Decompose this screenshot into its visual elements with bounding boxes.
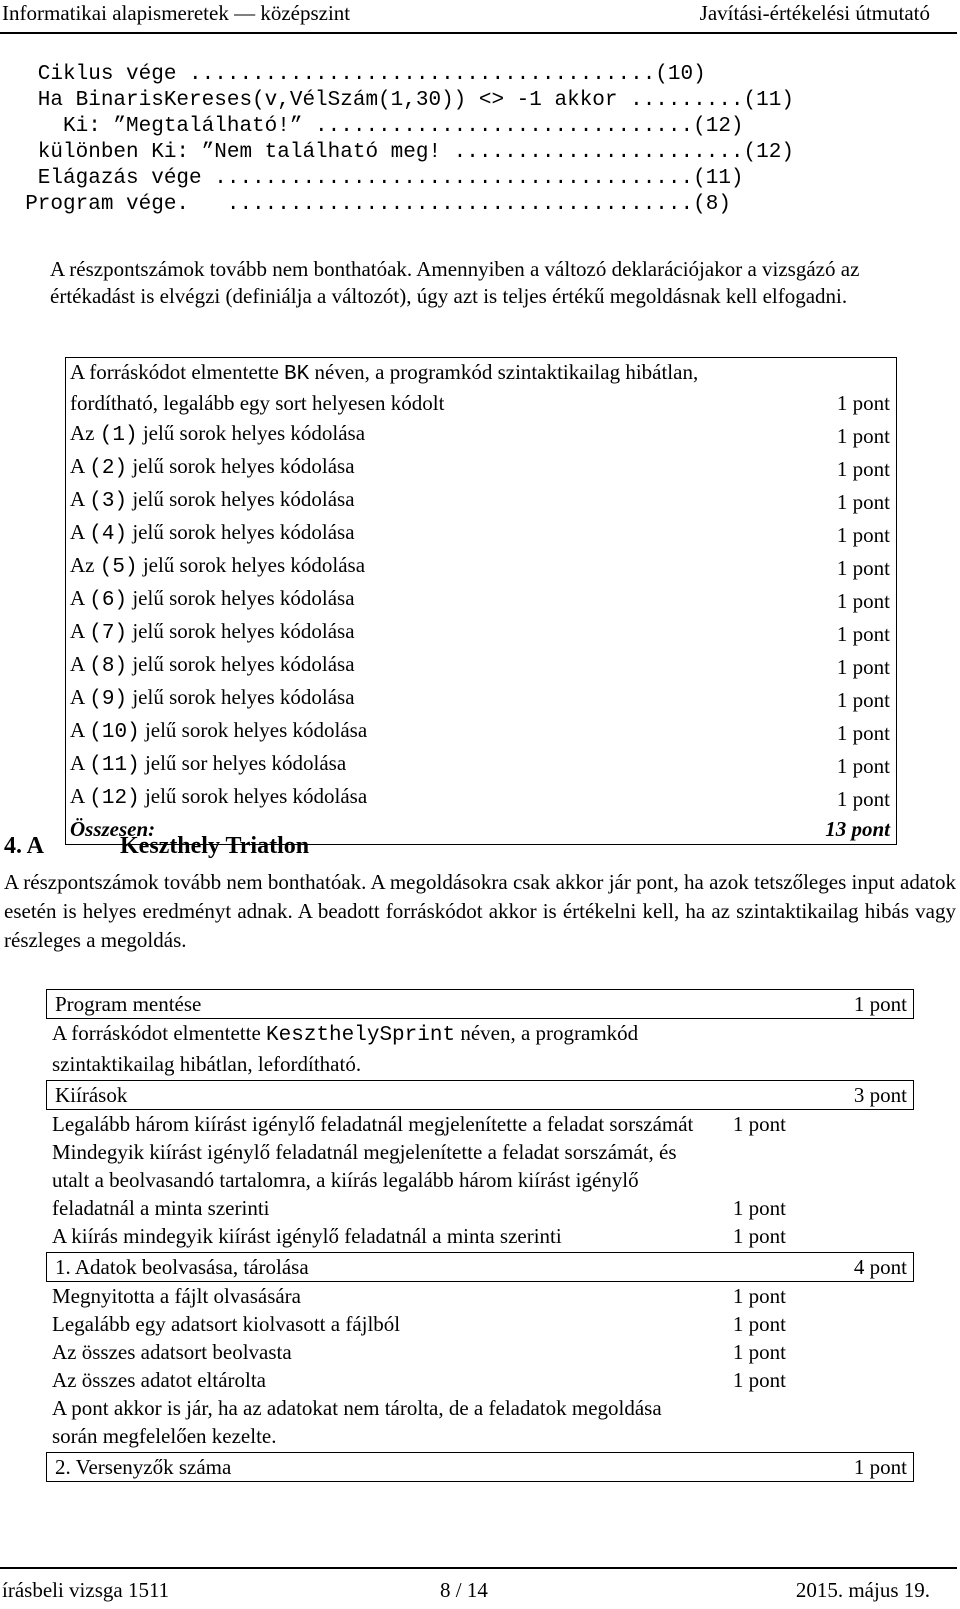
text: jelű sorok helyes kódolása bbox=[127, 685, 355, 709]
line-ref: (3) bbox=[89, 490, 128, 513]
line-ref: (1) bbox=[99, 424, 138, 447]
text: jelű sorok helyes kódolása bbox=[127, 487, 355, 511]
group-row-program-save bbox=[46, 989, 914, 1019]
row-description bbox=[66, 550, 775, 583]
criterion-text: Legalább három kiírást igénylő feladatnál megjelenítette a feladat sorszámát bbox=[52, 1112, 694, 1136]
group-row-task2 bbox=[46, 1452, 914, 1482]
text: A bbox=[70, 487, 90, 511]
row-points: 1 pont bbox=[836, 490, 890, 514]
group-points: 1 pont bbox=[853, 992, 907, 1016]
text: jelű sorok helyes kódolása bbox=[127, 454, 355, 478]
group-label: Program mentése bbox=[55, 992, 202, 1016]
footer-date: 2015. május 19. bbox=[795, 1578, 930, 1602]
scoring-note: A részpontszámok tovább nem bonthatóak. Amennyiben a változó deklarációjakor a vizsgázó az értékadást is elvégzi (definiálja a változót), úgy azt is teljes értékű megoldásnak kell elfogadni. bbox=[50, 257, 860, 308]
text: A bbox=[70, 718, 90, 742]
row-description bbox=[66, 418, 775, 451]
line-ref: (9) bbox=[89, 688, 128, 711]
row-points: 1 pont bbox=[836, 589, 890, 613]
line-ref: (12) bbox=[89, 787, 140, 810]
row-description bbox=[66, 451, 775, 484]
group-label: Kiírások bbox=[55, 1083, 128, 1107]
text: néven, a programkód szintaktikailag hibátlan, fordítható, legalább egy sort helyesen kódolt bbox=[70, 360, 699, 415]
criterion-note: A pont akkor is jár, ha az adatokat nem tárolta, de a feladatok megoldása során megfelelően kezelte. bbox=[52, 1396, 662, 1448]
section-number: 4. A bbox=[4, 833, 45, 859]
header-subject: Informatikai alapismeretek — középszint bbox=[2, 1, 351, 25]
criterion-text: Legalább egy adatsort kiolvasott a fájlból bbox=[52, 1312, 401, 1336]
table-row bbox=[66, 682, 897, 715]
criterion-points: 1 pont bbox=[732, 1340, 786, 1364]
table-row bbox=[66, 616, 897, 649]
code-line: Ha BinarisKereses(v,VélSzám(1,30)) <> -1 akkor .........(11) bbox=[0, 89, 794, 112]
text: jelű sorok helyes kódolása bbox=[137, 421, 366, 445]
table-row bbox=[66, 484, 897, 517]
code-line: különben Ki: ”Nem található meg! .......................(12) bbox=[0, 141, 794, 164]
row-points: 1 pont bbox=[836, 391, 890, 415]
total-label: Összesen: bbox=[70, 817, 156, 841]
text: A bbox=[70, 586, 90, 610]
text: A forráskódot elmentette bbox=[70, 360, 285, 384]
row-points: 1 pont bbox=[836, 655, 890, 679]
table-row bbox=[66, 715, 897, 748]
criterion-points: 1 pont bbox=[732, 1368, 786, 1392]
criterion-points: 1 pont bbox=[732, 1196, 786, 1220]
text: jelű sorok helyes kódolása bbox=[127, 520, 355, 544]
row-description bbox=[66, 715, 775, 748]
criterion-text: A kiírás mindegyik kiírást igénylő feladatnál a minta szerinti bbox=[52, 1224, 562, 1248]
row-description bbox=[66, 781, 775, 814]
group-label: 2. Versenyzők száma bbox=[55, 1455, 232, 1479]
row-points: 1 pont bbox=[836, 457, 890, 481]
table-row bbox=[66, 358, 897, 419]
criterion-row bbox=[46, 1366, 914, 1394]
row-description bbox=[66, 484, 775, 517]
code-line: Ciklus vége .....................................(10) bbox=[0, 63, 706, 86]
line-ref: (7) bbox=[89, 622, 128, 645]
row-description bbox=[66, 748, 775, 781]
row-description bbox=[66, 649, 775, 682]
text: jelű sorok helyes kódolása bbox=[137, 553, 366, 577]
criterion-row bbox=[46, 1110, 914, 1138]
text: A bbox=[70, 520, 90, 544]
footer-exam-code: írásbeli vizsga 1511 bbox=[2, 1578, 170, 1602]
line-ref: (5) bbox=[99, 556, 138, 579]
text: A bbox=[70, 652, 90, 676]
criterion-row bbox=[46, 1019, 914, 1078]
line-ref: (2) bbox=[89, 457, 128, 480]
text: néven, a programkód szintaktikailag hibátlan, lefordítható. bbox=[52, 1021, 639, 1076]
filename-code: BK bbox=[284, 363, 310, 386]
criterion-points: 1 pont bbox=[732, 1312, 786, 1336]
table-row bbox=[66, 517, 897, 550]
footer-page-number: 8 / 14 bbox=[440, 1578, 488, 1602]
line-ref: (6) bbox=[89, 589, 128, 612]
line-ref: (4) bbox=[89, 523, 128, 546]
table-row bbox=[66, 583, 897, 616]
row-points: 1 pont bbox=[836, 721, 890, 745]
group-label: 1. Adatok beolvasása, tárolása bbox=[55, 1255, 309, 1279]
text: A bbox=[70, 619, 90, 643]
row-description bbox=[66, 358, 775, 419]
line-ref: (11) bbox=[89, 754, 140, 777]
header-doc-type: Javítási-értékelési útmutató bbox=[699, 1, 930, 25]
text: Az bbox=[70, 421, 100, 445]
code-line: Ki: ”Megtalálható!” ..............................(12) bbox=[0, 115, 744, 138]
section-title: Keszthely Triatlon bbox=[120, 833, 310, 859]
text: jelű sorok helyes kódolása bbox=[127, 619, 355, 643]
criterion-points: 1 pont bbox=[732, 1224, 786, 1248]
group-points: 4 pont bbox=[853, 1255, 907, 1279]
text: A bbox=[70, 685, 90, 709]
text: jelű sorok helyes kódolása bbox=[139, 718, 368, 742]
text: Az bbox=[70, 553, 100, 577]
group-row-task1 bbox=[46, 1252, 914, 1282]
table-row bbox=[66, 550, 897, 583]
section-heading bbox=[4, 833, 309, 860]
line-ref: (10) bbox=[89, 721, 140, 744]
group-points: 1 pont bbox=[853, 1455, 907, 1479]
row-points: 1 pont bbox=[836, 688, 890, 712]
row-points: 1 pont bbox=[836, 523, 890, 547]
table-row bbox=[66, 451, 897, 484]
text: A bbox=[70, 751, 90, 775]
group-points: 3 pont bbox=[853, 1083, 907, 1107]
page-header bbox=[0, 0, 960, 30]
scoring-note: A részpontszámok tovább nem bonthatóak. A megoldásokra csak akkor jár pont, ha azok tetszőleges input adatok esetén is helyes eredményt adnak. A beadott forráskódot akkor is értékelni kell, ha az szintaktikailag hibás vagy részleges a megoldás. bbox=[4, 870, 956, 952]
text: A bbox=[70, 784, 90, 808]
table-row bbox=[66, 418, 897, 451]
text: jelű sorok helyes kódolása bbox=[127, 586, 355, 610]
row-points: 1 pont bbox=[836, 754, 890, 778]
table-row bbox=[66, 649, 897, 682]
criterion-text: Az összes adatsort beolvasta bbox=[52, 1340, 292, 1364]
criterion-points: 1 pont bbox=[732, 1112, 786, 1136]
row-points: 1 pont bbox=[836, 424, 890, 448]
code-line: Elágazás vége ......................................(11) bbox=[0, 167, 744, 190]
row-description bbox=[66, 616, 775, 649]
text: jelű sorok helyes kódolása bbox=[127, 652, 355, 676]
table-row bbox=[66, 748, 897, 781]
criterion-text bbox=[46, 1019, 712, 1078]
code-line: Program vége. .....................................(8) bbox=[0, 193, 731, 216]
criterion-text: Mindegyik kiírást igénylő feladatnál megjelenítette a feladat sorszámát, és utalt a beolvasandó tartalomra, a kiírás legalább három kiírást igénylő feladatnál a minta szerinti bbox=[52, 1140, 677, 1220]
text: jelű sorok helyes kódolása bbox=[139, 784, 368, 808]
criterion-points: 1 pont bbox=[732, 1284, 786, 1308]
row-description bbox=[66, 682, 775, 715]
row-description bbox=[66, 583, 775, 616]
text: jelű sor helyes kódolása bbox=[139, 751, 347, 775]
scoring-table-3 bbox=[65, 357, 897, 845]
row-points: 1 pont bbox=[836, 556, 890, 580]
row-points: 1 pont bbox=[836, 787, 890, 811]
code-listing bbox=[0, 62, 794, 218]
text: A forráskódot elmentette bbox=[52, 1021, 267, 1045]
row-description bbox=[66, 517, 775, 550]
criterion-row bbox=[46, 1282, 914, 1310]
scoring-table-4 bbox=[46, 989, 914, 1482]
text: A bbox=[70, 454, 90, 478]
line-ref: (8) bbox=[89, 655, 128, 678]
criterion-row bbox=[46, 1222, 914, 1250]
total-points: 13 pont bbox=[825, 817, 890, 841]
row-points: 1 pont bbox=[836, 622, 890, 646]
footer-rule bbox=[0, 1567, 957, 1569]
criterion-row bbox=[46, 1338, 914, 1366]
criterion-note-row bbox=[46, 1394, 914, 1450]
group-row-outputs bbox=[46, 1080, 914, 1110]
table-row bbox=[66, 781, 897, 814]
criterion-row bbox=[46, 1138, 914, 1222]
criterion-text: Az összes adatot eltárolta bbox=[52, 1368, 266, 1392]
filename-code: KeszthelySprint bbox=[266, 1024, 456, 1047]
criterion-row bbox=[46, 1310, 914, 1338]
criterion-text: Megnyitotta a fájlt olvasására bbox=[52, 1284, 301, 1308]
header-rule bbox=[0, 32, 957, 34]
